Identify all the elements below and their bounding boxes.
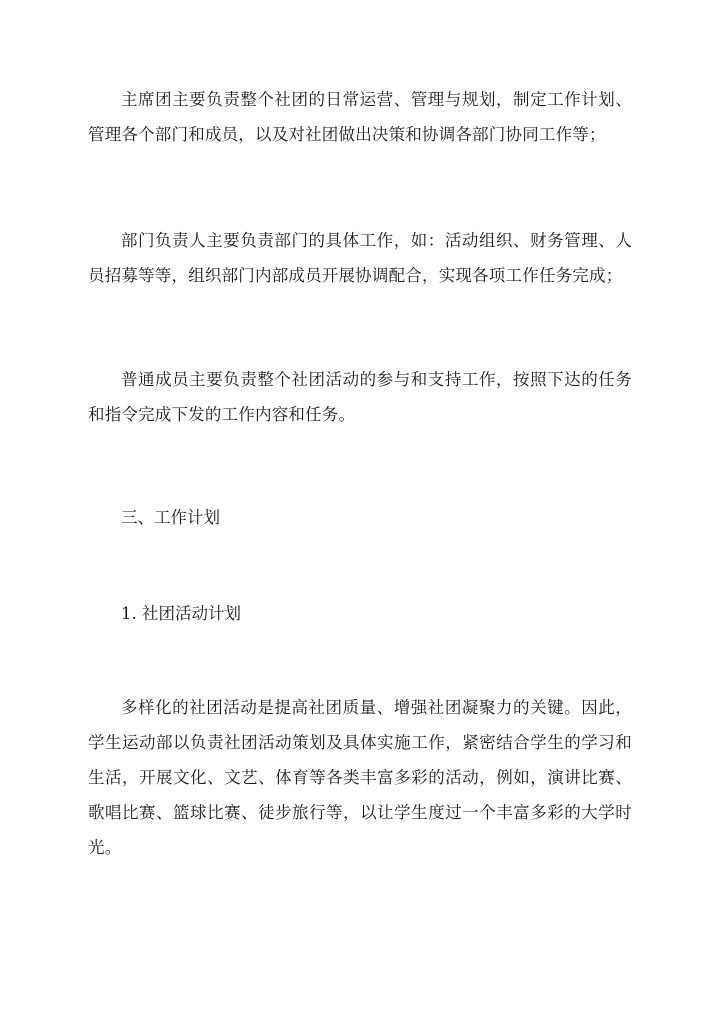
- subsection-heading-activity-plan: 1. 社团活动计划: [121, 604, 241, 623]
- section-heading-work-plan: 三、工作计划: [121, 508, 220, 527]
- paragraph-member-duties: 普通成员主要负责整个社团活动的参与和支持工作，按照下达的任务和指令完成下发的工作内容和任务。: [88, 370, 632, 424]
- paragraph-activity-plan: 多样化的社团活动是提高社团质量、增强社团凝聚力的关键。因此，学生运动部以负责社团活动策划及具体实施工作，紧密结合学生的学习和生活，开展文化、文艺、体育等各类丰富多彩的活动，例如，演讲比赛、歌唱比赛、篮球比赛、徒步旅行等，以让学生度过一个丰富多彩的大学时光。: [88, 698, 632, 857]
- paragraph-presidium-duties: 主席团主要负责整个社团的日常运营、管理与规划，制定工作计划、管理各个部门和成员，以及对社团做出决策和协调各部门协同工作等；: [88, 90, 632, 144]
- paragraph-department-head-duties: 部门负责人主要负责部门的具体工作，如：活动组织、财务管理、人员招募等等，组织部门内部成员开展协调配合，实现各项工作任务完成；: [88, 231, 632, 285]
